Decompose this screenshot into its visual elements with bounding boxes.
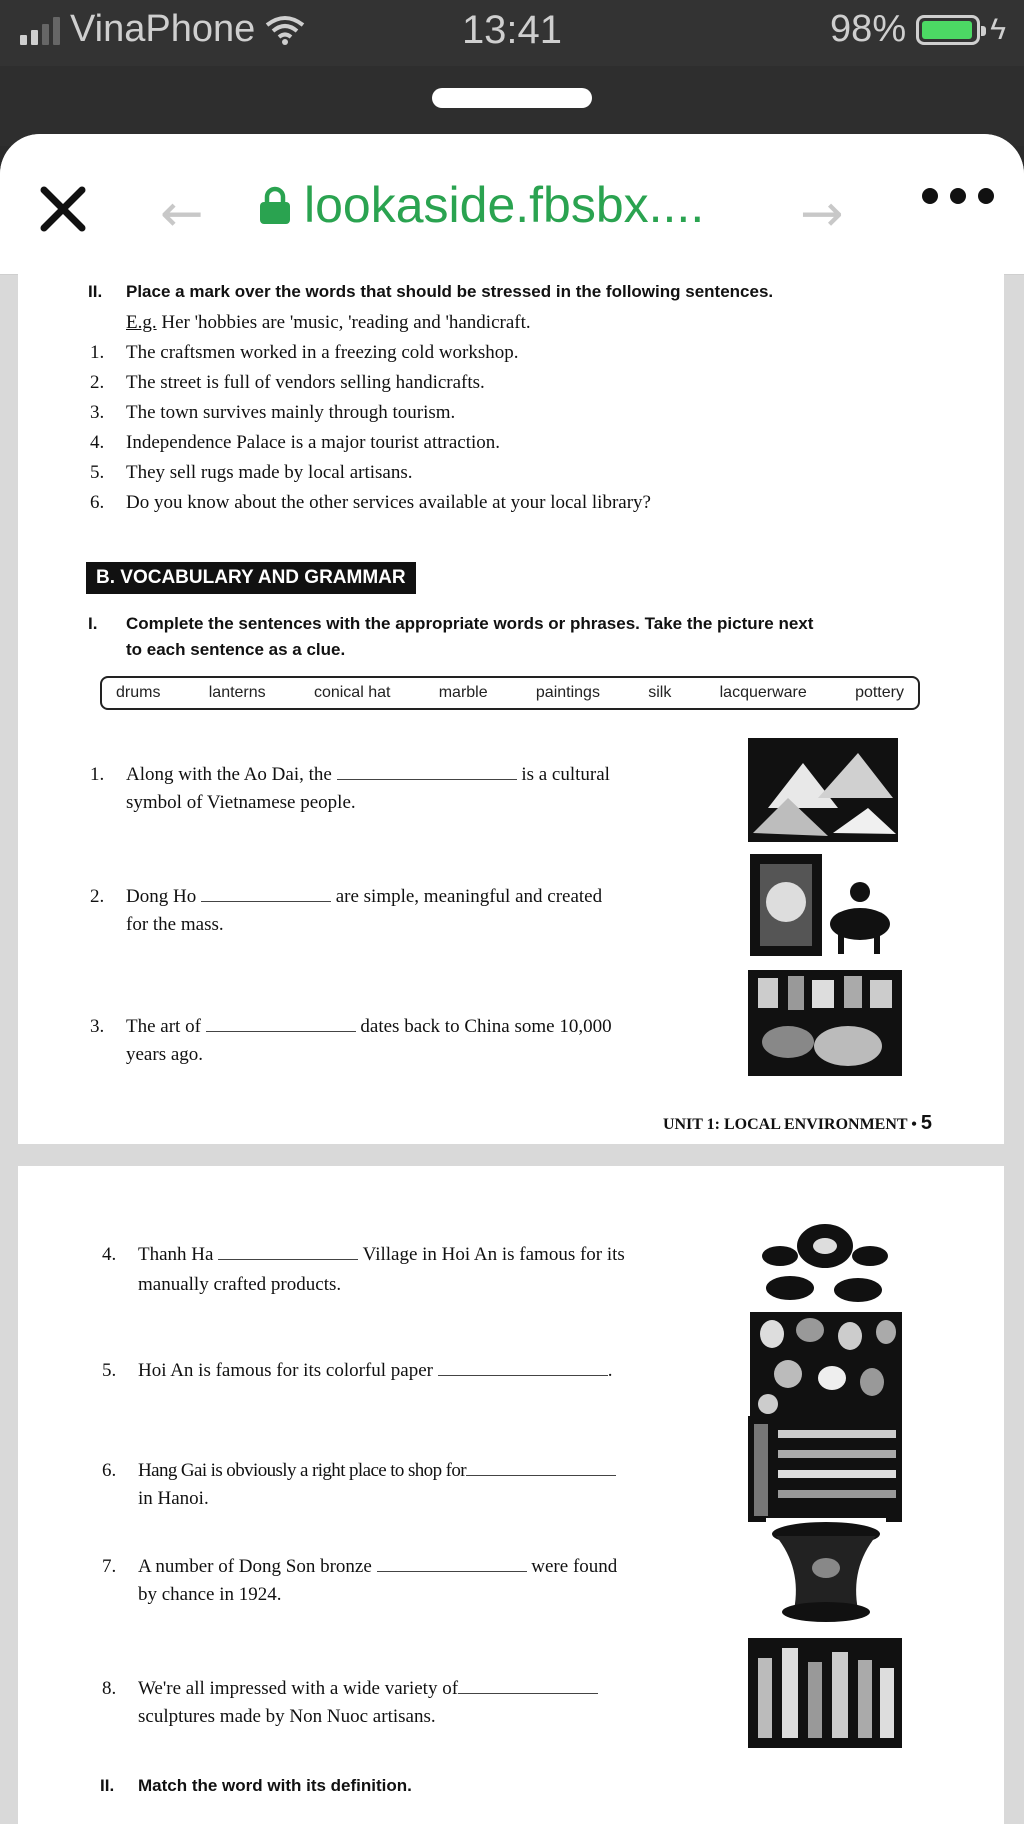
answer-blank[interactable] — [438, 1375, 608, 1376]
word-bank-item: lacquerware — [719, 684, 807, 701]
sentence-2: 2. The street is full of vendors selling handicrafts. — [90, 372, 485, 393]
exercise-b1-instruction: I. Complete the sentences with the appropriate words or phrases. Take the picture next — [88, 614, 814, 633]
fill-item-1-cont: symbol of Vietnamese people. — [126, 792, 356, 813]
answer-blank[interactable] — [337, 779, 517, 780]
word-bank-item: conical hat — [313, 684, 391, 701]
answer-blank[interactable] — [218, 1259, 358, 1260]
marble-sculptures-picture — [748, 1638, 902, 1748]
pottery-picture — [748, 970, 902, 1076]
fill-item-8: 8. We're all impressed with a wide variety of — [102, 1678, 598, 1700]
url-text: lookaside.fbsbx.... — [304, 177, 705, 233]
exercise-b1-instruction-2: to each sentence as a clue. — [126, 640, 346, 659]
sentence-6: 6. Do you know about the other services available at your local library? — [90, 492, 651, 513]
lock-icon — [258, 185, 292, 225]
fill-item-6-cont: in Hanoi. — [138, 1488, 209, 1509]
exercise-ii-instruction: II. Place a mark over the words that should be stressed in the following sentences. — [88, 282, 774, 301]
word-bank-item: drums — [116, 684, 161, 701]
battery-group — [830, 8, 1006, 51]
forward-arrow-icon[interactable]: → — [800, 184, 844, 244]
document-page-1 — [18, 274, 1004, 1144]
word-bank-item: marble — [438, 684, 488, 701]
fill-item-6: 6. Hang Gai is obviously a right place to shop for — [102, 1460, 616, 1482]
battery-percent: 98% — [830, 8, 907, 50]
more-options-icon[interactable] — [922, 188, 994, 204]
answer-blank[interactable] — [458, 1693, 598, 1694]
sentence-1: 1. The craftsmen worked in a freezing cold workshop. — [90, 342, 519, 363]
page-number: 5 — [920, 1112, 932, 1134]
charging-icon: ϟ — [990, 12, 1006, 46]
document-page-2 — [18, 1166, 1004, 1824]
answer-blank[interactable] — [377, 1571, 527, 1572]
sentence-4: 4. Independence Palace is a major tourist attraction. — [90, 432, 501, 453]
conical-hat-picture — [748, 738, 898, 842]
page-footer: UNIT 1: LOCAL ENVIRONMENT • 5 — [662, 1112, 932, 1134]
example-sentence: E.g. Her 'hobbies are 'music, 'reading and 'handicraft. — [126, 312, 531, 333]
back-arrow-icon[interactable]: ← — [160, 184, 204, 244]
browser-sheet — [0, 134, 1024, 1824]
carrier-name: VinaPhone — [70, 8, 256, 50]
fill-item-5: 5. Hoi An is famous for its colorful paper . — [102, 1360, 613, 1381]
tea-set-picture — [750, 1206, 900, 1310]
silk-shop-picture — [748, 1416, 902, 1522]
clock: 13:41 — [461, 8, 563, 52]
word-bank-item: lanterns — [208, 684, 266, 701]
word-bank-item: paintings — [535, 684, 600, 701]
fill-item-1: 1. Along with the Ao Dai, the is a cultural — [90, 764, 610, 785]
close-icon[interactable] — [36, 182, 90, 236]
fill-item-8-cont: sculptures made by Non Nuoc artisans. — [138, 1706, 436, 1727]
sentence-5: 5. They sell rugs made by local artisans. — [90, 462, 413, 483]
answer-blank[interactable] — [201, 901, 331, 902]
answer-blank[interactable] — [466, 1475, 616, 1476]
fill-item-3: 3. The art of dates back to China some 10,000 — [90, 1016, 612, 1037]
section-b-title: B. VOCABULARY AND GRAMMAR — [86, 562, 416, 594]
url-display[interactable] — [258, 176, 704, 234]
answer-blank[interactable] — [206, 1031, 356, 1032]
word-bank-item: silk — [648, 684, 672, 701]
status-bar — [0, 0, 1024, 66]
exercise-b2-instruction: II. Match the word with its definition. — [100, 1776, 412, 1795]
word-bank — [100, 676, 920, 710]
fill-item-3-cont: years ago. — [126, 1044, 204, 1065]
bronze-drum-picture — [766, 1518, 886, 1624]
sentence-3: 3. The town survives mainly through tourism. — [90, 402, 456, 423]
url-bar — [0, 134, 1024, 275]
fill-item-4: 4. Thanh Ha Village in Hoi An is famous for its — [102, 1244, 625, 1265]
battery-icon — [916, 15, 980, 45]
fill-item-7: 7. A number of Dong Son bronze were found — [102, 1556, 618, 1577]
lanterns-picture — [750, 1312, 902, 1418]
fill-item-4-cont: manually crafted products. — [138, 1274, 342, 1295]
dong-ho-painting-picture — [748, 852, 898, 958]
fill-item-2-cont: for the mass. — [126, 914, 224, 935]
sheet-grabber[interactable] — [432, 88, 592, 108]
word-bank-item: pottery — [855, 684, 904, 701]
fill-item-7-cont: by chance in 1924. — [138, 1584, 282, 1605]
fill-item-2: 2. Dong Ho are simple, meaningful and created — [90, 886, 603, 907]
